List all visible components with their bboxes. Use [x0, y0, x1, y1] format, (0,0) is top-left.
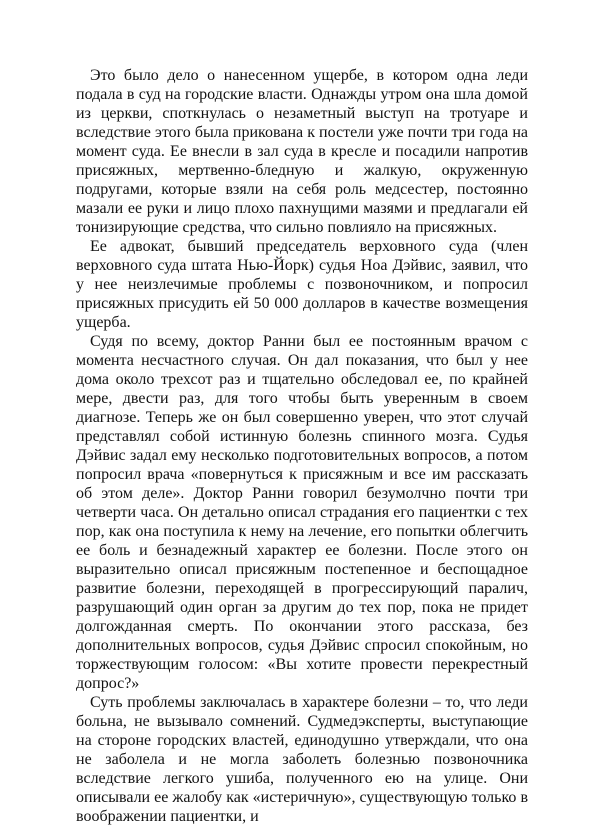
- paragraph-1: Это было дело о нанесенном ущербе, в котором одна леди подала в суд на городские власти. Однажды утром она шла домой из церкви, споткнулась о незаметный выступ на тротуаре и вследствие этого была прикована к постели уже почти три года на момент суда. Ее внесли в зал суда в кресле и посадили напротив присяжных, мертвенно-бледную и жалкую, окруженную подругами, которые взяли на себя роль медсестер, постоянно мазали ее руки и лицо плохо пахнущими мазями и предлагали ей тонизирующие средства, что сильно повлияло на присяжных.: [76, 67, 528, 236]
- paragraph-2: Ее адвокат, бывший председатель верховного суда (член верховного суда штата Нью-Йорк) судья Ноа Дэйвис, заявил, что у нее неизлечимые проблемы с позвоночником, и попросил присяжных присудить ей 50 000 долларов в качестве возмещения ущерба.: [76, 238, 528, 331]
- paragraph-4: Суть проблемы заключалась в характере болезни – то, что леди больна, не вызывало сомнений. Судмедэксперты, выступающие на стороне городских властей, единодушно утверждали, что она не заболела и не могла заболеть болезнью позвоночника вследствие легкого ушиба, полученного ею на улице. Они описывали ее жалобу как «истеричную», существующую только в воображении пациентки, и: [76, 694, 528, 825]
- document-page: [76, 66, 528, 826]
- paragraph-3: Судя по всему, доктор Ранни был ее постоянным врачом с момента несчастного случая. Он дал показания, что был у нее дома около трехсот раз и тщательно обследовал ее, по крайней мере, двести раз, для того чтобы быть уверенным в своем диагнозе. Теперь же он был совершенно уверен, что этот случай представлял собой истинную болезнь спинного мозга. Судья Дэйвис задал ему несколько подготовительных вопросов, а потом попросил врача «повернуться к присяжным и все им рассказать об этом деле». Доктор Ранни говорил безумолчно почти три четверти часа. Он детально описал страдания его пациентки с тех пор, как она поступила к нему на лечение, его попытки облегчить ее боль и безнадежный характер ее болезни. После этого он выразительно описал присяжным постепенное и беспощадное развитие болезни, переходящей в прогрессирующий паралич, разрушающий один орган за другим до тех пор, пока не придет долгожданная смерть. По окончании этого рассказа, без дополнительных вопросов, судья Дэйвис спросил спокойным, но торжествующим голосом: «Вы хотите провести перекрестный допрос?»: [76, 333, 528, 692]
